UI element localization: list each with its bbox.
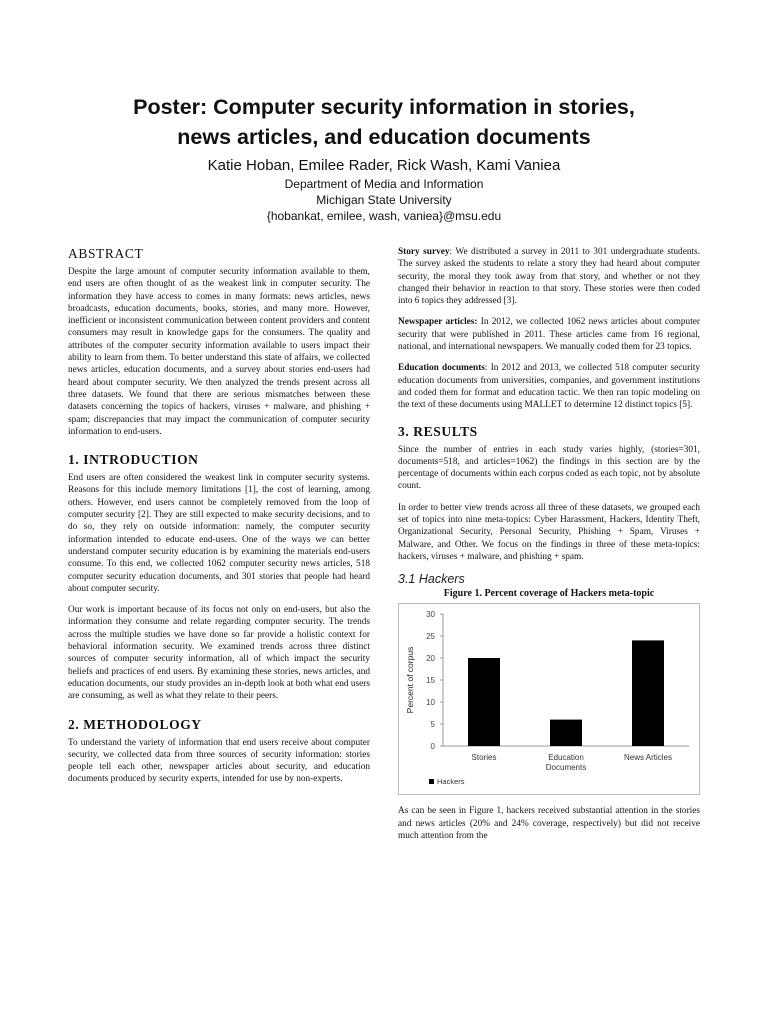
- bar-news-articles: [632, 641, 664, 747]
- newspaper-label: Newspaper articles:: [398, 317, 478, 328]
- figure-1-chart: [398, 603, 700, 795]
- author-emails: {hobankat, emilee, wash, vaniea}@msu.edu: [266, 209, 502, 223]
- methodology-heading: 2. METHODOLOGY: [68, 716, 202, 732]
- story-survey-paragraph: [398, 246, 700, 307]
- results-paragraph-1: Since the number of entries in each study varies highly, (stories=301, documents=518, and articles=1062) the findings in this section are by the percentage of documents within each corpus coded as each topic, not by absolute count.: [398, 444, 700, 492]
- left-column: [68, 246, 370, 795]
- title-line-2: news articles, and education documents: [177, 125, 591, 149]
- introduction-paragraph-1: End users are often considered the weakest link in computer security systems. Reasons for this include memory limitations [1], the cost of learning, among others. However, end users cannot be completely removed from the loop of computer security [2]. They are still expected to make security decisions, and to do so, they rely on outside information: namely, the computer security information intended to educate end-users. One of the ways we can better understand computer security education is by examining the materials end-users consume. To this end, we collected 1062 computer security news articles, 518 computer security education documents, and 301 stories that people had heard about computer security.: [68, 473, 370, 594]
- department: Department of Media and Information: [284, 177, 484, 191]
- bar-education-documents: [550, 720, 582, 746]
- newspaper-paragraph: [398, 316, 700, 353]
- legend-label: Hackers: [437, 777, 465, 787]
- x-tick-label: Documents: [545, 763, 587, 773]
- story-survey-text: : We distributed a survey in 2011 to 301 undergraduate students. The survey asked the students to relate a story they had heard about computer security, the moral they took away from that story, and whether or not they changed their behavior in reaction to that story. These stories were then coded into 6 topics they addressed [3].: [398, 247, 700, 307]
- y-tick-label: 15: [426, 676, 435, 686]
- y-tick-label: 20: [426, 654, 435, 664]
- newspaper-text: In 2012, we collected 1062 news articles about computer security that were published in 2011. These articles came from 16 regional, national, and international newspapers. We manually coded them for 23 topics.: [398, 317, 701, 353]
- introduction-paragraph-2: Our work is important because of its focus not only on end-users, but also the information they consume and relate regarding computer security. The trends across the multiple studies we have done so far provide a holistic context for behavioral information security. We examined trends across three distinct sources of computer security information, all of which impact the security beliefs and practices of end users. By examining these stories, news articles, and education documents, our study provides an in-depth look at both what end users are consuming, as well as what they relate to their peers.: [68, 605, 370, 702]
- paper-header: [0, 92, 768, 224]
- abstract-heading: ABSTRACT: [68, 246, 144, 261]
- y-tick-label: 10: [426, 698, 435, 708]
- y-tick-label: 25: [426, 632, 435, 642]
- x-tick-label: Education: [548, 753, 584, 763]
- chart-svg: [399, 604, 699, 794]
- x-tick-label: News Articles: [623, 753, 673, 763]
- results-paragraph-2: In order to better view trends across all three of these datasets, we grouped each set of topics into nine meta-topics: Cyber Harassment, Hackers, Identity Theft, Organizational Security, Personal Security, Phishing + Spam, Viruses + Malware, and Other. We focus on the findings in three of these meta-topics: hackers, viruses + malware, and phishing + spam.: [398, 502, 700, 562]
- university: Michigan State University: [316, 193, 452, 207]
- y-tick-label: 5: [430, 720, 435, 730]
- x-tick-label: Stories: [471, 753, 497, 763]
- figure-1-caption: Figure 1. Percent coverage of Hackers meta-topic: [443, 588, 655, 600]
- results-heading: 3. RESULTS: [398, 423, 478, 439]
- abstract-text: Despite the large amount of computer security information available to them, end users are often thought of as the weakest link in computer security. The information they have access to comes in many formats: news articles, news broadcasts, education documents, books, stories, and many more. However, inefficient or inconsistent communication between content providers and content consumers may result in knowledge gaps for the consumers. The quality and attributes of the computer security information available to users impact their ability to learn from them. To better understand this state of affairs, we collected news articles, education documents, and a survey about stories end-users had heard about computer security. We then analyzed the trends present across all three datasets. We found that there are serious mismatches between these datasets concerning the topics of hackers, viruses + malware, and phishing + spam; discrepancies that may impact the communication of computer security information to end-users.: [68, 267, 370, 437]
- story-survey-label: Story survey: [398, 247, 450, 257]
- education-label: Education documents: [398, 363, 485, 374]
- y-tick-label: 30: [426, 610, 435, 620]
- bar-stories: [468, 658, 500, 746]
- education-paragraph: [398, 362, 700, 411]
- right-column: [398, 246, 700, 851]
- introduction-heading: 1. INTRODUCTION: [68, 452, 199, 468]
- paper-title: [0, 92, 768, 152]
- results-paragraph-3: As can be seen in Figure 1, hackers received substantial attention in the stories and news articles (20% and 24% coverage, respectively) but did not receive much attention from the: [398, 806, 700, 841]
- title-line-1: Poster: Computer security information in stories,: [133, 95, 635, 119]
- y-axis-title: Percent of corpus: [405, 646, 415, 714]
- authors: Katie Hoban, Emilee Rader, Rick Wash, Kami Vaniea: [207, 157, 561, 174]
- hackers-subsection-heading: 3.1 Hackers: [398, 572, 465, 587]
- y-tick-label: 0: [430, 742, 435, 752]
- education-text: : In 2012 and 2013, we collected 518 computer security education documents from universities, companies, and government institutions and coded them for format and education tactic. We then ran topic modeling on the text of these documents using MALLET to determine 12 distinct topics [5].: [398, 363, 700, 411]
- legend-swatch: [429, 779, 434, 784]
- methodology-paragraph-1: To understand the variety of information that end users receive about computer security, we collected data from three sources of security information: stories people tell each other, newspaper articles about security, and education documents produced by security experts, intended for use by non-experts.: [68, 737, 370, 785]
